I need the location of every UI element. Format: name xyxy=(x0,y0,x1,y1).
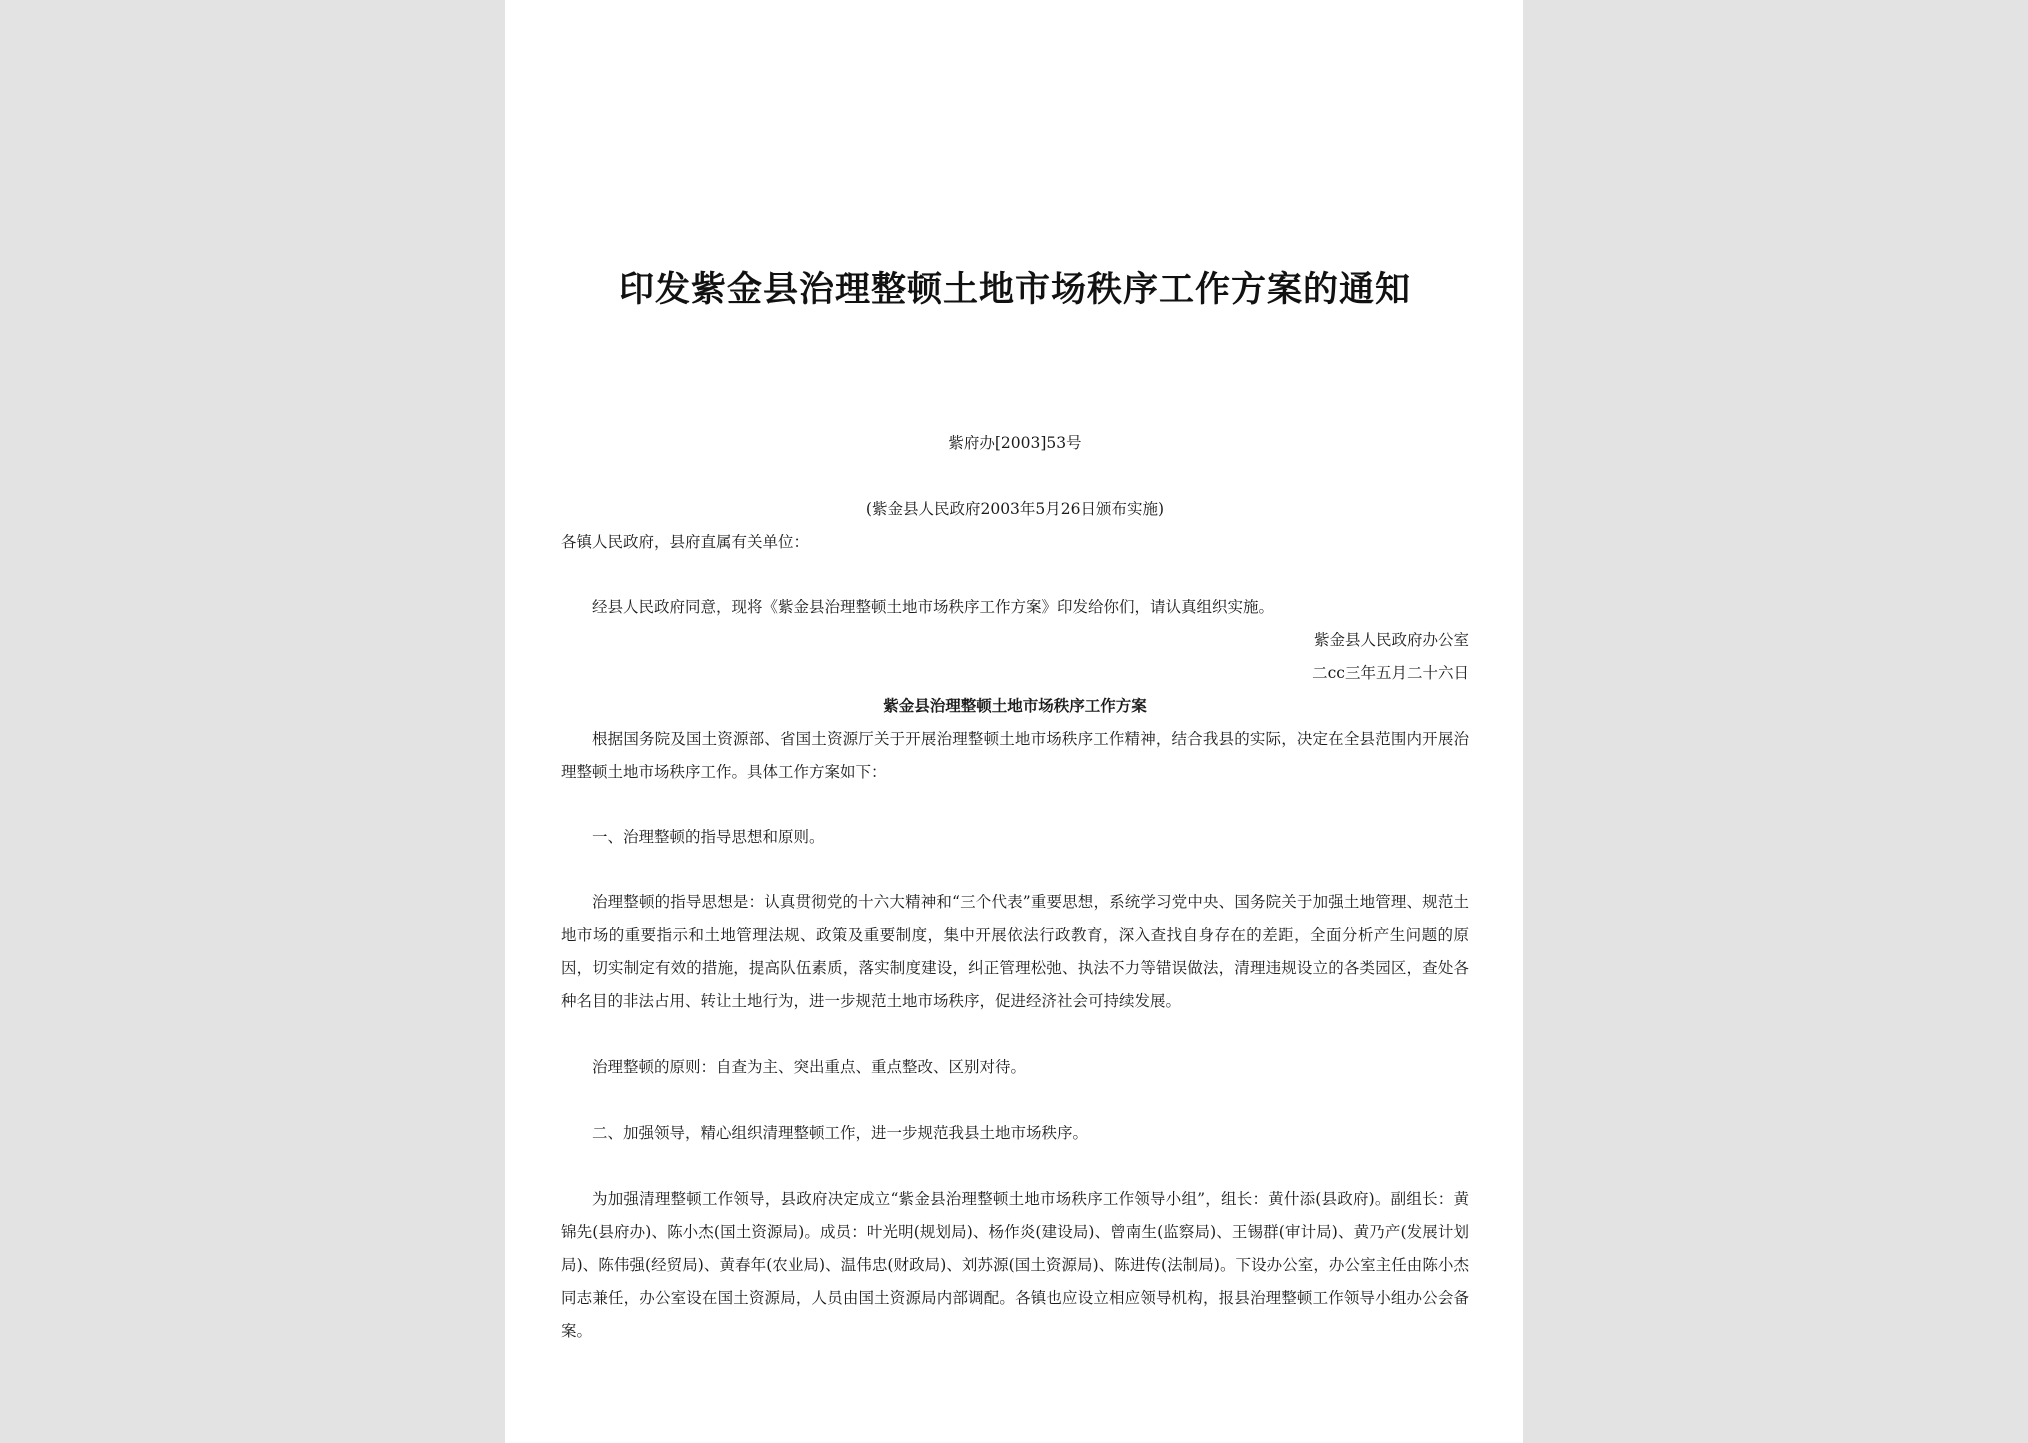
issuer-signature: 紫金县人民政府办公室 xyxy=(1313,631,1469,649)
section-heading-2: 二、加强领导，精心组织清理整顿工作，进一步规范我县土地市场秩序。 xyxy=(592,1124,1089,1142)
paragraph-principles: 治理整顿的原则：自查为主、突出重点、重点整改、区别对待。 xyxy=(592,1058,1027,1076)
issue-date: 二cc三年五月二十六日 xyxy=(1312,664,1469,682)
paragraph-leadership-group: 为加强清理整顿工作领导，县政府决定成立“紫金县治理整顿土地市场秩序工作领导小组”，组长：黄什添(县政府)。副组长：黄锦先(县府办)、陈小杰(国土资源局)。成员：叶光明(规划局)、杨作炎(建设局)、曾南生(监察局)、王锡群(审计局)、黄乃产(发展计划局)、陈伟强(经贸局)、黄春年(农业局)、温伟忠(财政局)、刘苏源(国土资源局)、陈进传(法制局)。下设办公室，办公室主任由陈小杰同志兼任，办公室设在国土资源局，人员由国土资源局内部调配。各镇也应设立相应领导机构，报县治理整顿工作领导小组办公会备案。 xyxy=(561,1190,1469,1340)
document-number: 紫府办[2003]53号 xyxy=(948,434,1082,452)
section-heading-1: 一、治理整顿的指导思想和原则。 xyxy=(592,828,825,846)
intro-paragraph: 经县人民政府同意，现将《紫金县治理整顿土地市场秩序工作方案》印发给你们，请认真组织实施。 xyxy=(592,598,1275,616)
document-title: 印发紫金县治理整顿土地市场秩序工作方案的通知 xyxy=(618,269,1411,310)
salutation: 各镇人民政府，县府直属有关单位： xyxy=(561,533,810,551)
issued-note: (紫金县人民政府2003年5月26日颁布实施) xyxy=(865,500,1165,518)
paragraph-guiding-ideology: 治理整顿的指导思想是：认真贯彻党的十六大精神和“三个代表”重要思想，系统学习党中央、国务院关于加强土地管理、规范土地市场的重要指示和土地管理法规、政策及重要制度，集中开展依法行政教育，深入查找自身存在的差距，全面分析产生问题的原因，切实制定有效的措施，提高队伍素质，落实制度建设，纠正管理松弛、执法不力等错误做法，清理违规设立的各类园区，查处各种名目的非法占用、转让土地行为，进一步规范土地市场秩序，促进经济社会可持续发展。 xyxy=(561,893,1469,1010)
paragraph-basis: 根据国务院及国土资源部、省国土资源厅关于开展治理整顿土地市场秩序工作精神，结合我县的实际，决定在全县范围内开展治理整顿土地市场秩序工作。具体工作方案如下： xyxy=(561,730,1469,781)
plan-title: 紫金县治理整顿土地市场秩序工作方案 xyxy=(883,696,1147,715)
document-page xyxy=(505,0,1523,1443)
